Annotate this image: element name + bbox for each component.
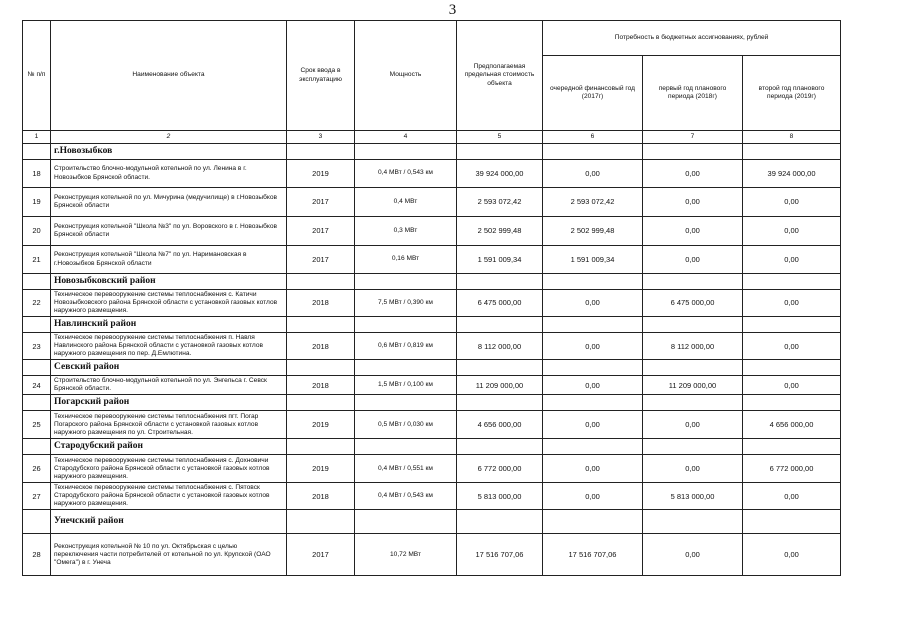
capacity: 1,5 МВт / 0,100 км bbox=[355, 376, 457, 395]
district-name: Навлинский район bbox=[51, 317, 287, 333]
district-blank-cell bbox=[355, 510, 457, 534]
amount-2019: 0,00 bbox=[743, 246, 841, 274]
amount-2019: 0,00 bbox=[743, 333, 841, 360]
table-row bbox=[23, 376, 841, 395]
amount-2017: 2 593 072,42 bbox=[543, 188, 643, 217]
amount-2017: 0,00 bbox=[543, 333, 643, 360]
amount-2017: 0,00 bbox=[543, 376, 643, 395]
district-name: Погарский район bbox=[51, 395, 287, 411]
commissioning-year: 2019 bbox=[287, 455, 355, 483]
district-blank-cell bbox=[543, 144, 643, 160]
column-number: 5 bbox=[457, 131, 543, 144]
district-blank-cell bbox=[23, 360, 51, 376]
table-row bbox=[23, 534, 841, 576]
district-row bbox=[23, 144, 841, 160]
district-blank-cell bbox=[543, 395, 643, 411]
table-row bbox=[23, 188, 841, 217]
district-blank-cell bbox=[643, 439, 743, 455]
column-number: 1 bbox=[23, 131, 51, 144]
amount-2019: 6 772 000,00 bbox=[743, 455, 841, 483]
row-number: 19 bbox=[23, 188, 51, 217]
district-blank-cell bbox=[543, 510, 643, 534]
commissioning-year: 2017 bbox=[287, 188, 355, 217]
header-object-name: Наименование объекта bbox=[51, 21, 287, 131]
district-blank-cell bbox=[743, 360, 841, 376]
header-commissioning-term: Срок ввода в эксплуатацию bbox=[287, 21, 355, 131]
row-number: 26 bbox=[23, 455, 51, 483]
row-number: 25 bbox=[23, 411, 51, 439]
district-blank-cell bbox=[287, 439, 355, 455]
max-cost: 11 209 000,00 bbox=[457, 376, 543, 395]
capacity: 0,5 МВт / 0,030 км bbox=[355, 411, 457, 439]
amount-2019: 4 656 000,00 bbox=[743, 411, 841, 439]
amount-2018: 0,00 bbox=[643, 411, 743, 439]
district-row bbox=[23, 317, 841, 333]
capacity: 0,3 МВт bbox=[355, 217, 457, 246]
district-blank-cell bbox=[743, 439, 841, 455]
district-row bbox=[23, 439, 841, 455]
capacity: 7,5 МВт / 0,390 км bbox=[355, 290, 457, 317]
amount-2019: 0,00 bbox=[743, 217, 841, 246]
district-blank-cell bbox=[457, 439, 543, 455]
district-blank-cell bbox=[643, 395, 743, 411]
district-blank-cell bbox=[287, 317, 355, 333]
table-row bbox=[23, 217, 841, 246]
district-blank-cell bbox=[23, 317, 51, 333]
column-number: 4 bbox=[355, 131, 457, 144]
amount-2019: 0,00 bbox=[743, 483, 841, 510]
capacity: 0,16 МВт bbox=[355, 246, 457, 274]
capacity: 0,4 МВт bbox=[355, 188, 457, 217]
district-name: Новозыбковский район bbox=[51, 274, 287, 290]
header-capacity: Мощность bbox=[355, 21, 457, 131]
commissioning-year: 2019 bbox=[287, 411, 355, 439]
row-number: 21 bbox=[23, 246, 51, 274]
district-blank-cell bbox=[543, 360, 643, 376]
amount-2018: 0,00 bbox=[643, 160, 743, 188]
capacity: 10,72 МВт bbox=[355, 534, 457, 576]
district-blank-cell bbox=[287, 144, 355, 160]
district-blank-cell bbox=[643, 144, 743, 160]
column-number: 2 bbox=[51, 131, 287, 144]
amount-2017: 17 516 707,06 bbox=[543, 534, 643, 576]
commissioning-year: 2018 bbox=[287, 483, 355, 510]
capacity: 0,4 МВт / 0,543 км bbox=[355, 483, 457, 510]
amount-2018: 6 475 000,00 bbox=[643, 290, 743, 317]
column-number: 6 bbox=[543, 131, 643, 144]
capacity: 0,6 МВт / 0,819 км bbox=[355, 333, 457, 360]
table-row bbox=[23, 160, 841, 188]
district-blank-cell bbox=[457, 510, 543, 534]
amount-2018: 5 813 000,00 bbox=[643, 483, 743, 510]
district-name: Унечский район bbox=[51, 510, 287, 534]
page-number: 3 bbox=[448, 2, 457, 18]
header-year-2017: очередной финансовый год (2017г) bbox=[543, 56, 643, 131]
row-number: 23 bbox=[23, 333, 51, 360]
capacity: 0,4 МВт / 0,543 км bbox=[355, 160, 457, 188]
budget-table bbox=[22, 20, 841, 576]
district-blank-cell bbox=[355, 144, 457, 160]
district-blank-cell bbox=[457, 144, 543, 160]
amount-2019: 0,00 bbox=[743, 188, 841, 217]
district-name: Стародубский район bbox=[51, 439, 287, 455]
table-row bbox=[23, 455, 841, 483]
object-name: Техническое перевооружение системы теплоснабжения с. Дохновичи Стародубского района Брянской области с установкой газовых котлов наружного размещения. bbox=[51, 455, 287, 483]
amount-2017: 1 591 009,34 bbox=[543, 246, 643, 274]
commissioning-year: 2017 bbox=[287, 246, 355, 274]
amount-2018: 0,00 bbox=[643, 534, 743, 576]
district-blank-cell bbox=[287, 395, 355, 411]
amount-2017: 0,00 bbox=[543, 455, 643, 483]
district-blank-cell bbox=[355, 317, 457, 333]
object-name: Техническое перевооружение системы теплоснабжения пгт. Погар Погарского района Брянской области с установкой газовых котлов наружного размещения по ул. Строительная. bbox=[51, 411, 287, 439]
object-name: Реконструкция котельной по ул. Мичурина (медучилище) в г.Новозыбков Брянской области bbox=[51, 188, 287, 217]
commissioning-year: 2018 bbox=[287, 376, 355, 395]
header-budget-need: Потребность в бюджетных ассигнованиях, рублей bbox=[543, 21, 841, 56]
table-row bbox=[23, 290, 841, 317]
district-blank-cell bbox=[23, 274, 51, 290]
district-blank-cell bbox=[23, 439, 51, 455]
district-blank-cell bbox=[355, 274, 457, 290]
district-row bbox=[23, 360, 841, 376]
commissioning-year: 2017 bbox=[287, 217, 355, 246]
row-number: 28 bbox=[23, 534, 51, 576]
district-blank-cell bbox=[355, 439, 457, 455]
capacity: 0,4 МВт / 0,551 км bbox=[355, 455, 457, 483]
max-cost: 8 112 000,00 bbox=[457, 333, 543, 360]
district-name: г.Новозыбков bbox=[51, 144, 287, 160]
row-number: 18 bbox=[23, 160, 51, 188]
district-blank-cell bbox=[355, 360, 457, 376]
commissioning-year: 2018 bbox=[287, 333, 355, 360]
amount-2018: 0,00 bbox=[643, 246, 743, 274]
header-year-2019: второй год планового периода (2019г) bbox=[743, 56, 841, 131]
max-cost: 6 475 000,00 bbox=[457, 290, 543, 317]
object-name: Техническое перевооружение системы теплоснабжения п. Навля Навлинского района Брянской области с установкой газовых котлов наружного размещения по пер. Д.Емлютина. bbox=[51, 333, 287, 360]
district-blank-cell bbox=[457, 360, 543, 376]
district-blank-cell bbox=[287, 274, 355, 290]
commissioning-year: 2019 bbox=[287, 160, 355, 188]
table-row bbox=[23, 411, 841, 439]
amount-2017: 0,00 bbox=[543, 290, 643, 317]
district-blank-cell bbox=[743, 274, 841, 290]
max-cost: 39 924 000,00 bbox=[457, 160, 543, 188]
district-blank-cell bbox=[287, 360, 355, 376]
object-name: Строительство блочно-модульной котельной по ул. Энгельса г. Севск Брянской области. bbox=[51, 376, 287, 395]
district-blank-cell bbox=[743, 144, 841, 160]
max-cost: 4 656 000,00 bbox=[457, 411, 543, 439]
max-cost: 2 593 072,42 bbox=[457, 188, 543, 217]
district-blank-cell bbox=[643, 360, 743, 376]
header-number: № п/п bbox=[23, 21, 51, 131]
amount-2017: 0,00 bbox=[543, 411, 643, 439]
table-body bbox=[23, 144, 841, 576]
object-name: Строительство блочно-модульной котельной по ул. Ленина в г. Новозыбков Брянской области. bbox=[51, 160, 287, 188]
district-blank-cell bbox=[643, 317, 743, 333]
amount-2018: 0,00 bbox=[643, 217, 743, 246]
object-name: Техническое перевооружение системы теплоснабжения с. Катичи Новозыбковского района Брянской области с установкой газовых котлов наружного размещения. bbox=[51, 290, 287, 317]
object-name: Реконструкция котельной № 10 по ул. Октябрьская с целью переключения части потребителей от котельной по ул. Крупской (ОАО "Омега") в г. Унеча bbox=[51, 534, 287, 576]
column-number: 7 bbox=[643, 131, 743, 144]
district-row bbox=[23, 395, 841, 411]
district-blank-cell bbox=[355, 395, 457, 411]
table-row bbox=[23, 333, 841, 360]
district-blank-cell bbox=[457, 317, 543, 333]
max-cost: 6 772 000,00 bbox=[457, 455, 543, 483]
district-blank-cell bbox=[543, 317, 643, 333]
district-row bbox=[23, 274, 841, 290]
header-year-2018: первый год планового периода (2018г) bbox=[643, 56, 743, 131]
amount-2019: 39 924 000,00 bbox=[743, 160, 841, 188]
header-max-cost: Предполагаемая предельная стоимость объекта bbox=[457, 21, 543, 131]
object-name: Реконструкция котельной "Школа №3" по ул. Воровского в г. Новозыбков Брянской области bbox=[51, 217, 287, 246]
max-cost: 1 591 009,34 bbox=[457, 246, 543, 274]
object-name: Реконструкция котельной "Школа №7" по ул. Наримановская в г.Новозыбков Брянской области bbox=[51, 246, 287, 274]
column-number: 3 bbox=[287, 131, 355, 144]
district-blank-cell bbox=[23, 144, 51, 160]
row-number: 27 bbox=[23, 483, 51, 510]
max-cost: 17 516 707,06 bbox=[457, 534, 543, 576]
max-cost: 2 502 999,48 bbox=[457, 217, 543, 246]
amount-2018: 0,00 bbox=[643, 455, 743, 483]
amount-2017: 0,00 bbox=[543, 483, 643, 510]
district-blank-cell bbox=[643, 274, 743, 290]
amount-2017: 2 502 999,48 bbox=[543, 217, 643, 246]
table-row bbox=[23, 246, 841, 274]
amount-2018: 11 209 000,00 bbox=[643, 376, 743, 395]
row-number: 22 bbox=[23, 290, 51, 317]
commissioning-year: 2018 bbox=[287, 290, 355, 317]
amount-2017: 0,00 bbox=[543, 160, 643, 188]
amount-2019: 0,00 bbox=[743, 290, 841, 317]
district-blank-cell bbox=[743, 395, 841, 411]
district-blank-cell bbox=[23, 395, 51, 411]
amount-2018: 0,00 bbox=[643, 188, 743, 217]
row-number: 20 bbox=[23, 217, 51, 246]
district-blank-cell bbox=[457, 274, 543, 290]
max-cost: 5 813 000,00 bbox=[457, 483, 543, 510]
district-blank-cell bbox=[543, 439, 643, 455]
district-row bbox=[23, 510, 841, 534]
commissioning-year: 2017 bbox=[287, 534, 355, 576]
district-blank-cell bbox=[457, 395, 543, 411]
row-number: 24 bbox=[23, 376, 51, 395]
district-blank-cell bbox=[743, 317, 841, 333]
amount-2018: 8 112 000,00 bbox=[643, 333, 743, 360]
amount-2019: 0,00 bbox=[743, 376, 841, 395]
column-number: 8 bbox=[743, 131, 841, 144]
column-number-row bbox=[23, 131, 841, 144]
table-row bbox=[23, 483, 841, 510]
amount-2019: 0,00 bbox=[743, 534, 841, 576]
district-blank-cell bbox=[643, 510, 743, 534]
district-blank-cell bbox=[543, 274, 643, 290]
district-blank-cell bbox=[287, 510, 355, 534]
object-name: Техническое перевооружение системы теплоснабжения с. Пятовск Стародубского района Брянской области с установкой газовых котлов наружного размещения. bbox=[51, 483, 287, 510]
district-blank-cell bbox=[743, 510, 841, 534]
district-blank-cell bbox=[23, 510, 51, 534]
district-name: Севский район bbox=[51, 360, 287, 376]
